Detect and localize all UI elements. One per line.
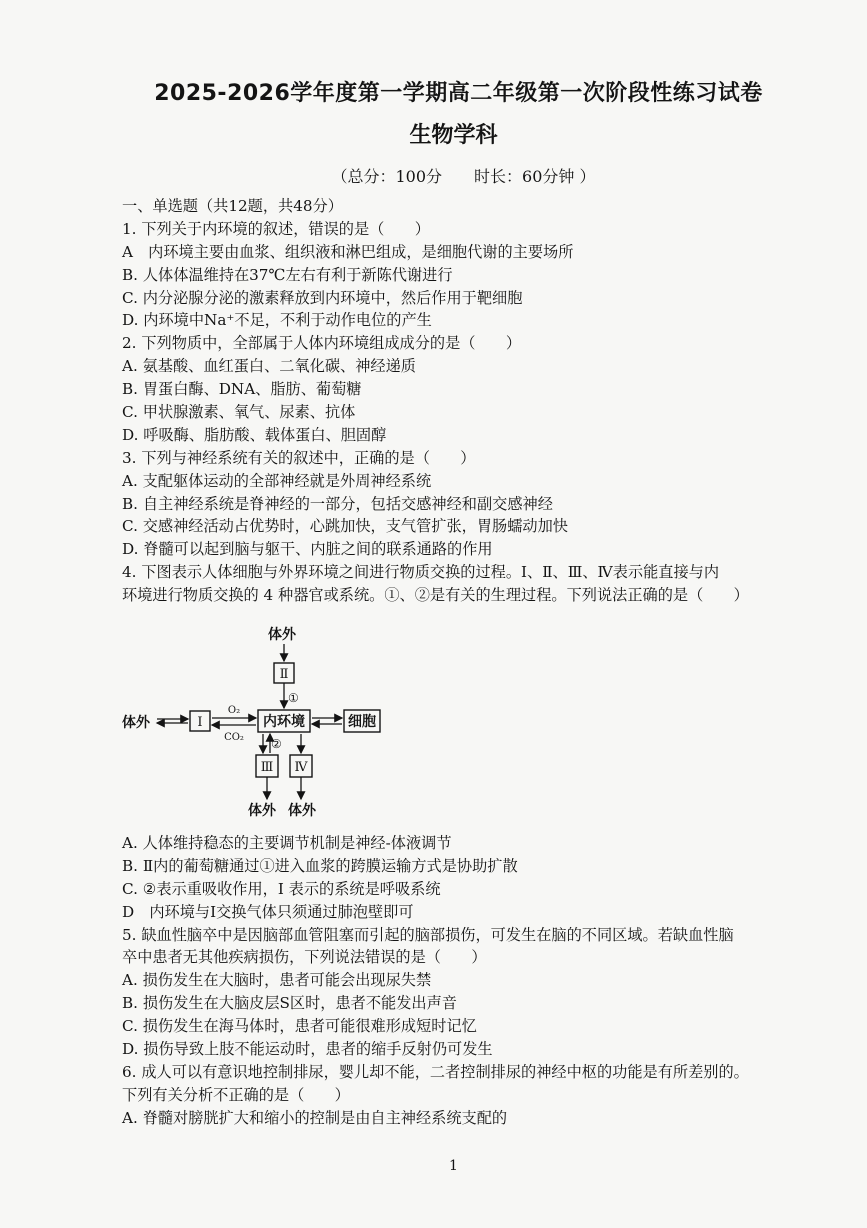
box-ii-label: Ⅱ: [279, 667, 289, 682]
question-6-stem-line-2: 下列有关分析不正确的是（ ）: [122, 1085, 350, 1104]
section-heading: 一、单选题（共12题，共48分）: [122, 197, 343, 215]
exchange-diagram: [120, 622, 400, 827]
subject-title: 生物学科: [409, 123, 498, 148]
question-5-option-b: B. 损伤发生在大脑皮层S区时，患者不能发出声音: [122, 994, 457, 1013]
question-6-stem-line-1: 6. 成人可以有意识地控制排尿，婴儿却不能，二者控制排尿的神经中枢的功能是有所差别的。: [122, 1062, 749, 1081]
box-i-label: Ⅰ: [197, 715, 203, 730]
question-3-option-b: B. 自主神经系统是脊神经的一部分，包括交感神经和副交感神经: [122, 494, 553, 513]
label-outside-left: 体外: [122, 715, 150, 731]
question-2-option-d: D. 呼吸酶、脂肪酸、载体蛋白、胆固醇: [122, 425, 387, 444]
question-4-option-a: A. 人体维持稳态的主要调节机制是神经-体液调节: [122, 834, 452, 852]
question-1-option-c: C. 内分泌腺分泌的激素释放到内环境中，然后作用于靶细胞: [122, 288, 523, 307]
box-iv-label: Ⅳ: [294, 760, 308, 775]
question-1-option-d: D. 内环境中Na⁺不足，不利于动作电位的产生: [122, 311, 432, 330]
question-text-bottom: [122, 832, 842, 1130]
question-4-option-c: C. ②表示重吸收作用，Ⅰ 表示的系统是呼吸系统: [122, 879, 441, 898]
question-5-stem-line-1: 5. 缺血性脑卒中是因脑部血管阻塞而引起的脑部损伤，可发生在脑的不同区域。若缺血性脑: [122, 925, 734, 944]
o2-label: O₂: [227, 705, 241, 716]
question-6-option-a: A. 脊髓对膀胱扩大和缩小的控制是由自主神经系统支配的: [122, 1108, 508, 1127]
question-5-option-a: A. 损伤发生在大脑时，患者可能会出现尿失禁: [122, 971, 432, 990]
question-5-option-d: D. 损伤导致上肢不能运动时，患者的缩手反射仍可发生: [122, 1040, 493, 1059]
question-2-option-c: C. 甲状腺激素、氧气、尿素、抗体: [122, 403, 356, 422]
question-4-option-d: D 内环境与Ⅰ交换气体只须通过肺泡壁即可: [122, 902, 414, 921]
question-4-stem-line-1: 4. 下图表示人体细胞与外界环境之间进行物质交换的过程。Ⅰ、Ⅱ、Ⅲ、Ⅳ表示能直接与内: [122, 563, 720, 582]
box-iii-label: Ⅲ: [260, 760, 274, 775]
question-4-option-b: B. Ⅱ内的葡萄糖通过①进入血浆的跨膜运输方式是协助扩散: [122, 856, 518, 875]
label-outside-bottom-right: 体外: [288, 803, 316, 819]
question-1-option-a: A 内环境主要由血浆、组织液和淋巴组成，是细胞代谢的主要场所: [122, 242, 574, 261]
exam-meta: （总分：100分 时长：60分钟 ）: [331, 167, 596, 186]
question-2-option-b: B. 胃蛋白酶、DNA、脂肪、葡萄糖: [122, 380, 362, 399]
step-2-label: ②: [271, 737, 282, 751]
co2-label: CO₂: [224, 732, 244, 743]
question-5-option-c: C. 损伤发生在海马体时，患者可能很难形成短时记忆: [122, 1017, 477, 1036]
page-number: 1: [449, 1158, 458, 1174]
question-1-option-b: B. 人体体温维持在37℃左右有利于新陈代谢进行: [122, 265, 453, 284]
question-5-stem-line-2: 卒中患者无其他疾病损伤，下列说法错误的是（ ）: [122, 948, 487, 967]
step-1-label: ①: [288, 691, 299, 705]
question-3-option-a: A. 支配躯体运动的全部神经就是外周神经系统: [122, 471, 432, 490]
question-3-stem: 3. 下列与神经系统有关的叙述中，正确的是（ ）: [122, 448, 476, 467]
internal-environment-label: 内环境: [263, 714, 305, 730]
question-1-stem: 1. 下列关于内环境的叙述，错误的是（ ）: [122, 219, 430, 238]
exam-title: 2025-2026学年度第一学期高二年级第一次阶段性练习试卷: [154, 81, 763, 106]
question-text-top: [122, 195, 842, 607]
question-3-option-d: D. 脊髓可以起到脑与躯干、内脏之间的联系通路的作用: [122, 540, 493, 559]
cell-label: 细胞: [348, 714, 376, 730]
question-2-option-a: A. 氨基酸、血红蛋白、二氧化碳、神经递质: [122, 357, 416, 376]
question-3-option-c: C. 交感神经活动占优势时，心跳加快，支气管扩张，胃肠蠕动加快: [122, 517, 568, 536]
question-4-stem-line-2: 环境进行物质交换的 4 种器官或系统。①、②是有关的生理过程。下列说法正确的是（ ）: [122, 586, 749, 605]
label-outside-top: 体外: [268, 627, 296, 643]
exchange-diagram-svg: [120, 622, 400, 827]
question-2-stem: 2. 下列物质中，全部属于人体内环境组成成分的是（ ）: [122, 334, 522, 353]
label-outside-bottom-left: 体外: [248, 803, 276, 819]
